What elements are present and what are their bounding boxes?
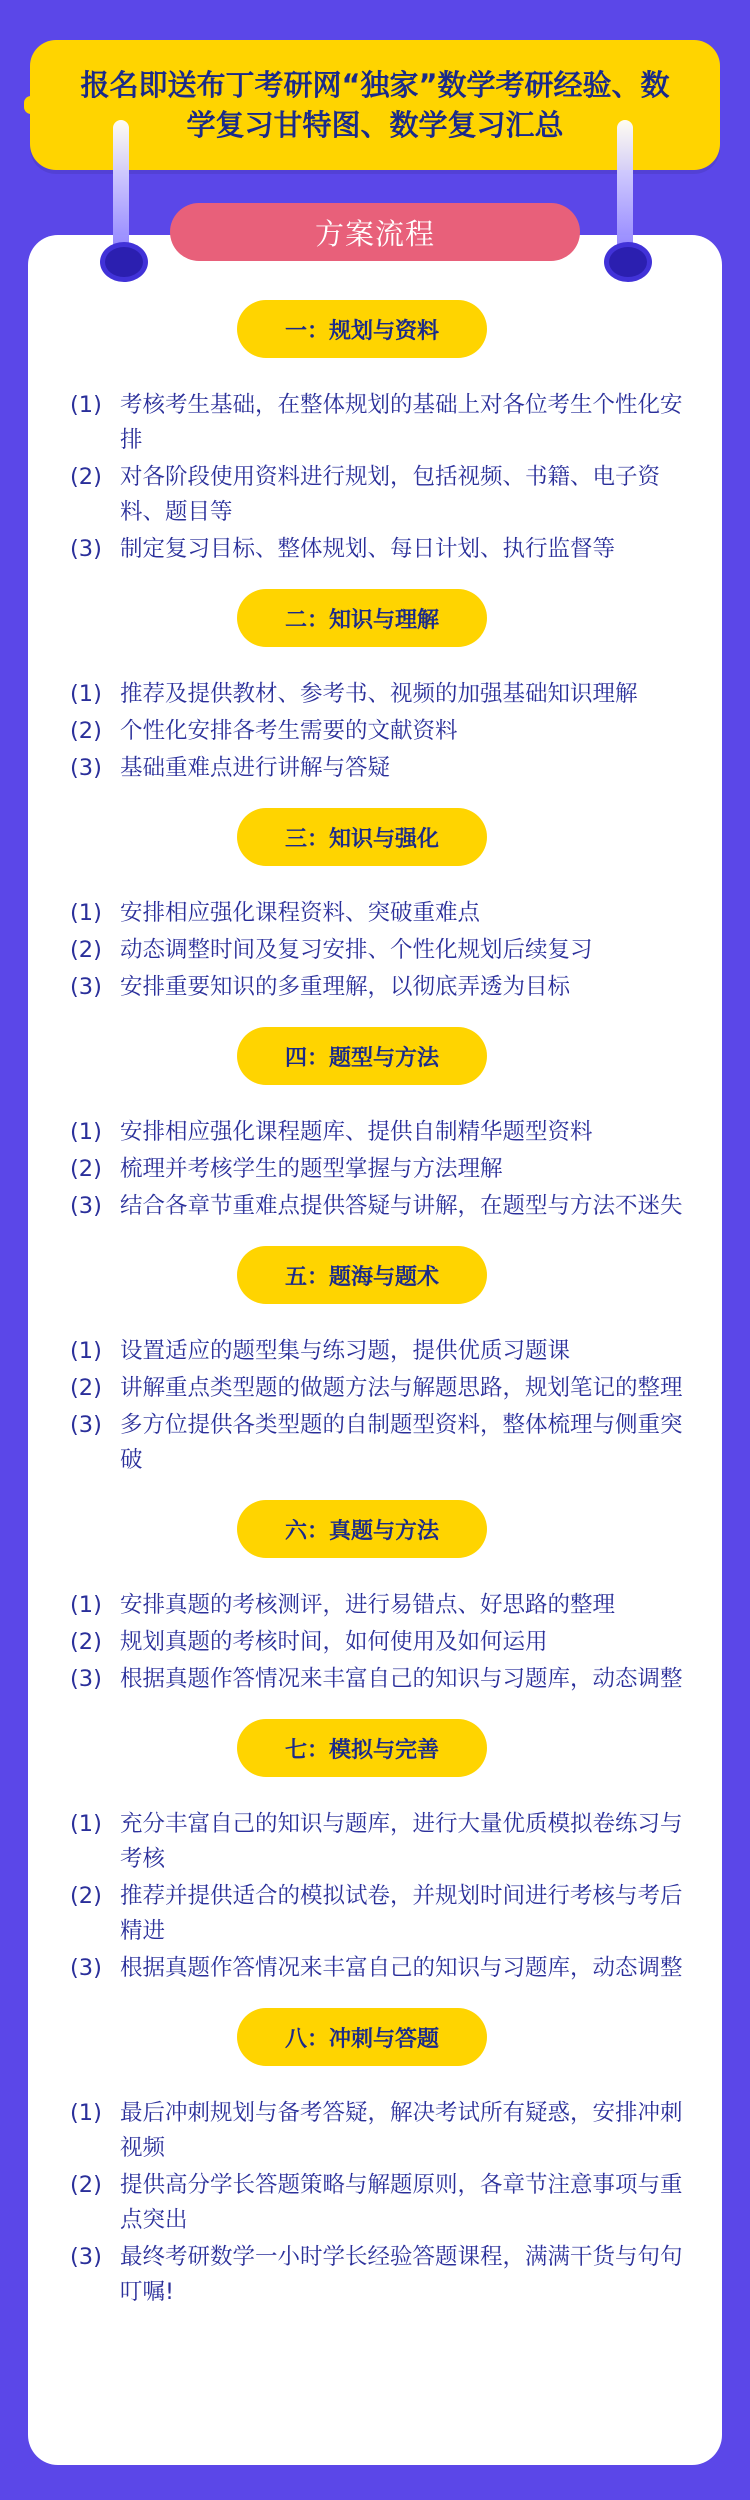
list-item: [70, 1879, 690, 1949]
item-number: (1): [70, 1811, 102, 1837]
left-hanging-strap: [113, 120, 129, 260]
item-number: (1): [70, 1119, 102, 1145]
list-item: [70, 1951, 690, 1986]
list-item: [70, 970, 690, 1005]
list-item: [70, 2168, 690, 2238]
banner-notch: [24, 96, 38, 114]
section-header: 二：知识与理解: [237, 589, 487, 647]
list-item: [70, 1115, 690, 1150]
item-text: 安排相应强化课程题库、提供自制精华题型资料: [120, 1119, 593, 1145]
item-number: (3): [70, 1666, 102, 1692]
list-item: [70, 896, 690, 931]
section-item-list: [70, 1334, 690, 1478]
item-number: (2): [70, 1156, 102, 1182]
list-item: [70, 933, 690, 968]
item-text: 梳理并考核学生的题型掌握与方法理解: [120, 1156, 503, 1182]
list-item: [70, 388, 690, 458]
item-text: 推荐并提供适合的模拟试卷，并规划时间进行考核与考后精进: [120, 1883, 683, 1944]
item-number: (2): [70, 1375, 102, 1401]
item-text: 充分丰富自己的知识与题库，进行大量优质模拟卷练习与考核: [120, 1811, 683, 1872]
item-number: (3): [70, 1193, 102, 1219]
item-number: (3): [70, 1955, 102, 1981]
item-number: (2): [70, 2172, 102, 2198]
section-header: 七：模拟与完善: [237, 1719, 487, 1777]
section-item-list: [70, 388, 690, 567]
item-text: 制定复习目标、整体规划、每日计划、执行监督等: [120, 536, 616, 562]
item-text: 讲解重点类型题的做题方法与解题思路，规划笔记的整理: [120, 1375, 683, 1401]
item-text: 提供高分学长答题策略与解题原则，各章节注意事项与重点突出: [120, 2172, 683, 2233]
item-text: 最终考研数学一小时学长经验答题课程，满满干货与句句叮嘱!: [120, 2244, 683, 2305]
item-number: (3): [70, 1412, 102, 1438]
item-text: 考核考生基础，在整体规划的基础上对各位考生个性化安排: [120, 392, 683, 453]
list-item: [70, 1408, 690, 1478]
left-ring-hole: [100, 242, 148, 282]
item-text: 最后冲刺规划与备考答疑，解决考试所有疑惑，安排冲刺视频: [120, 2100, 683, 2161]
item-number: (1): [70, 392, 102, 418]
list-item: [70, 751, 690, 786]
item-number: (3): [70, 974, 102, 1000]
item-number: (3): [70, 2244, 102, 2270]
list-item: [70, 1152, 690, 1187]
item-number: (1): [70, 2100, 102, 2126]
header-title: 报名即送布丁考研网“独家”数学考研经验、数学复习甘特图、数学复习汇总: [80, 68, 670, 142]
list-item: [70, 2240, 690, 2310]
section-header: 五：题海与题术: [237, 1246, 487, 1304]
list-item: [70, 1189, 690, 1224]
plan-sections: [70, 300, 690, 2332]
list-item: [70, 714, 690, 749]
section-header: 四：题型与方法: [237, 1027, 487, 1085]
item-number: (1): [70, 1592, 102, 1618]
item-text: 结合各章节重难点提供答疑与讲解，在题型与方法不迷失: [120, 1193, 683, 1219]
item-number: (3): [70, 536, 102, 562]
list-item: [70, 677, 690, 712]
list-item: [70, 1334, 690, 1369]
section-item-list: [70, 1115, 690, 1224]
list-item: [70, 1662, 690, 1697]
section-item-list: [70, 1588, 690, 1697]
item-text: 规划真题的考核时间，如何使用及如何运用: [120, 1629, 548, 1655]
section-item-list: [70, 2096, 690, 2310]
item-number: (2): [70, 464, 102, 490]
item-number: (1): [70, 900, 102, 926]
item-number: (1): [70, 681, 102, 707]
right-ring-hole: [604, 242, 652, 282]
item-number: (2): [70, 718, 102, 744]
item-text: 多方位提供各类型题的自制题型资料，整体梳理与侧重突破: [120, 1412, 683, 1473]
list-item: [70, 2096, 690, 2166]
item-text: 根据真题作答情况来丰富自己的知识与习题库，动态调整: [120, 1666, 683, 1692]
item-number: (1): [70, 1338, 102, 1364]
item-text: 推荐及提供教材、参考书、视频的加强基础知识理解: [120, 681, 638, 707]
item-number: (2): [70, 937, 102, 963]
item-text: 动态调整时间及复习安排、个性化规划后续复习: [120, 937, 593, 963]
section-item-list: [70, 677, 690, 786]
list-item: [70, 1588, 690, 1623]
item-text: 安排重要知识的多重理解，以彻底弄透为目标: [120, 974, 571, 1000]
card-title: 方案流程: [170, 203, 580, 261]
item-number: (2): [70, 1629, 102, 1655]
list-item: [70, 1371, 690, 1406]
item-text: 个性化安排各考生需要的文献资料: [120, 718, 458, 744]
section-item-list: [70, 896, 690, 1005]
right-hanging-strap: [617, 120, 633, 260]
item-text: 对各阶段使用资料进行规划，包括视频、书籍、电子资料、题目等: [120, 464, 661, 525]
list-item: [70, 1625, 690, 1660]
section-header: 八：冲刺与答题: [237, 2008, 487, 2066]
item-text: 根据真题作答情况来丰富自己的知识与习题库，动态调整: [120, 1955, 683, 1981]
item-text: 安排真题的考核测评，进行易错点、好思路的整理: [120, 1592, 616, 1618]
item-text: 安排相应强化课程资料、突破重难点: [120, 900, 481, 926]
list-item: [70, 532, 690, 567]
section-header: 三：知识与强化: [237, 808, 487, 866]
section-header: 六：真题与方法: [237, 1500, 487, 1558]
item-text: 设置适应的题型集与练习题，提供优质习题课: [120, 1338, 571, 1364]
item-text: 基础重难点进行讲解与答疑: [120, 755, 391, 781]
item-number: (3): [70, 755, 102, 781]
item-number: (2): [70, 1883, 102, 1909]
list-item: [70, 460, 690, 530]
list-item: [70, 1807, 690, 1877]
section-item-list: [70, 1807, 690, 1986]
section-header: 一：规划与资料: [237, 300, 487, 358]
